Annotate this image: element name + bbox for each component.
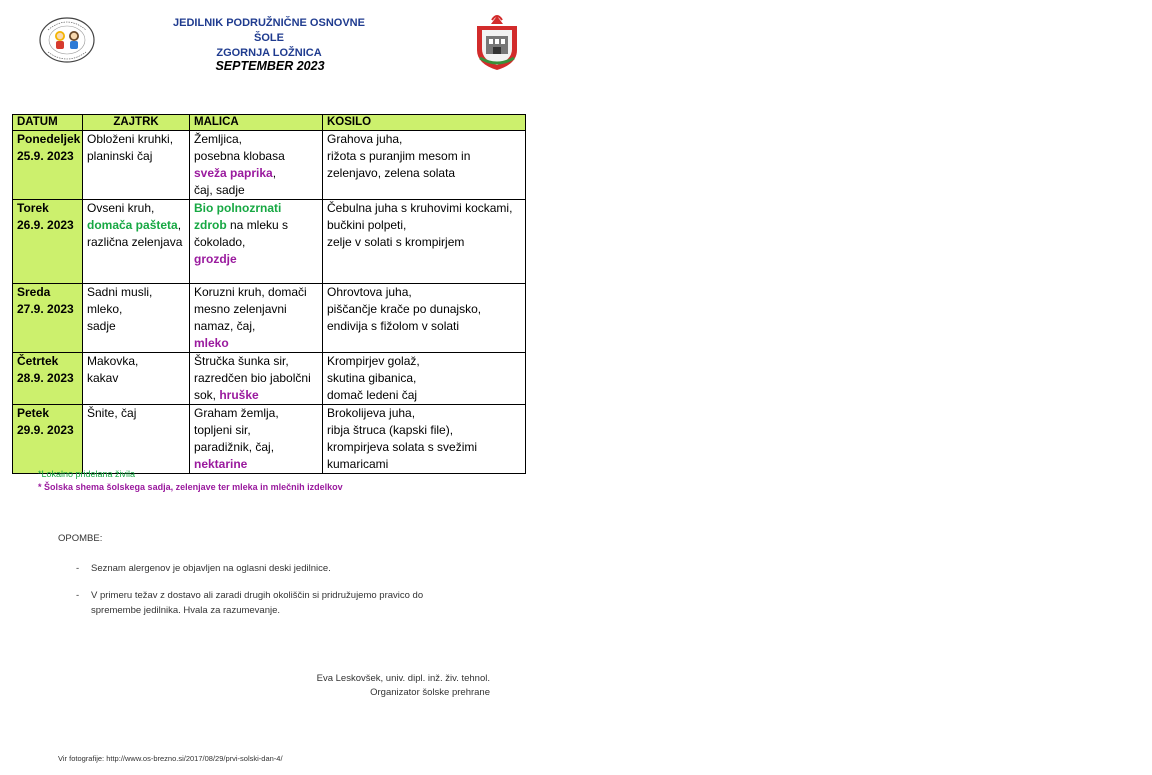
text-line [87,217,185,234]
text-line: skutina gibanica, [327,371,417,385]
scheme-item: hruške [219,388,259,402]
menu-table [12,114,526,474]
note-text: Seznam alergenov je objavljen na oglasni deski jedilnice. [91,563,331,574]
comma: , [177,218,182,232]
table-row [13,284,526,353]
text-line: Obloženi kruhki, [87,132,174,146]
text-line: Ovseni kruh, [87,201,155,215]
text-line: mesno zelenjavni [194,302,287,316]
malica-cell [190,353,323,405]
text-line: zelje v solati s krompirjem [327,235,465,249]
text-line: Koruzni kruh, domači [194,285,307,299]
text-line [194,387,318,404]
table-header-row [13,115,526,131]
day-name: Četrtek [17,354,59,368]
table-row [13,131,526,200]
kosilo-cell [323,131,526,200]
zajtrk-cell [83,200,190,284]
scheme-item: sveža paprika [194,166,273,180]
text-line: Štručka šunka sir, [194,354,289,368]
legend-scheme: * Šolska shema šolskega sadja, zelenjave ter mleka in mlečnih izdelkov [38,482,343,492]
malica-cell [190,200,323,284]
zajtrk-cell [83,131,190,200]
header-kosilo: KOSILO [323,115,526,131]
text-line: rižota s puranjim mesom in [327,149,471,163]
text-line: razredčen bio jabolčni [194,371,311,385]
menu-title [160,16,378,61]
text-rest: na mleku s [226,218,289,232]
day-date: 26.9. 2023 [17,218,74,232]
dash: - [76,590,80,601]
text-line: Šnite, čaj [87,406,137,420]
zajtrk-cell [83,405,190,474]
header-malica: MALICA [190,115,323,131]
title-line-2: ZGORNJA LOŽNICA [216,47,322,59]
signature-name: Eva Leskovšek, univ. dipl. inž. živ. tehnol. [316,673,490,684]
text-line [194,165,318,182]
text-line: čaj, sadje [194,183,245,197]
text-line: Čebulna juha s kruhovimi kockami, [327,201,513,215]
text-line: Sadni musli, [87,285,153,299]
text-line: endivija s fižolom v solati [327,319,460,333]
text-line: Žemljica, [194,132,243,146]
text-line: Graham žemlja, [194,406,279,420]
local-item: Bio polnozrnati [194,201,282,215]
school-logo [38,16,96,64]
header-zajtrk: ZAJTRK [83,115,190,131]
text-line: piščančje krače po dunajsko, [327,302,482,316]
scheme-item: mleko [194,336,229,350]
table-row [13,405,526,474]
text-line: krompirjeva solata s svežimi [327,440,478,454]
text-line: kumaricami [327,457,389,471]
text-line: topljeni sir, [194,423,251,437]
date-cell [13,284,83,353]
zajtrk-cell [83,284,190,353]
text-line: Krompirjev golaž, [327,354,420,368]
text-line: paradižnik, čaj, [194,440,275,454]
day-date: 25.9. 2023 [17,149,74,163]
malica-cell [190,284,323,353]
date-cell [13,131,83,200]
date-cell [13,200,83,284]
legend-local: *Lokalno pridelana živila [38,469,136,479]
notes-title: OPOMBE: [58,533,103,544]
text-line: mleko, [87,302,123,316]
scheme-item: grozdje [194,252,237,266]
text-line: Grahova juha, [327,132,403,146]
text-line: Ohrovtova juha, [327,285,412,299]
day-name: Ponedeljek [17,132,81,146]
text-line: bučkini polpeti, [327,218,407,232]
text-line: ribja štruca (kapski file), [327,423,454,437]
text-line: domač ledeni čaj [327,388,418,402]
text-line: različna zelenjava [87,235,183,249]
kosilo-cell [323,284,526,353]
signature-role: Organizator šolske prehrane [370,687,490,698]
malica-cell [190,131,323,200]
malica-cell [190,405,323,474]
municipality-crest [472,14,522,72]
zajtrk-cell [83,353,190,405]
text-line: sadje [87,319,116,333]
date-cell [13,353,83,405]
date-cell [13,405,83,474]
table-row [13,200,526,284]
day-date: 28.9. 2023 [17,371,74,385]
note-text: V primeru težav z dostavo ali zaradi drugih okoliščin si pridružujemo pravico do [91,590,424,601]
text-line: planinski čaj [87,149,153,163]
photo-source: Vir fotografije: http://www.os-brezno.si/2017/08/29/prvi-solski-dan-4/ [58,754,283,763]
text-line: čokolado, [194,235,246,249]
table-row [13,353,526,405]
kosilo-cell [323,405,526,474]
text-line: posebna klobasa [194,149,285,163]
day-date: 27.9. 2023 [17,302,74,316]
text-start: sok, [194,388,220,402]
kosilo-cell [323,353,526,405]
comma: , [272,166,277,180]
text-line: namaz, čaj, [194,319,256,333]
text-line: Makovka, [87,354,139,368]
title-line-1: JEDILNIK PODRUŽNIČNE OSNOVNE ŠOLE [173,17,365,44]
header-datum: DATUM [13,115,83,131]
text-line: kakav [87,371,119,385]
menu-month: SEPTEMBER 2023 [215,59,325,73]
note-text: spremembe jedilnika. Hvala za razumevanje. [91,605,281,616]
day-name: Petek [17,406,50,420]
day-name: Sreda [17,285,51,299]
local-item: zdrob [194,218,227,232]
day-name: Torek [17,201,49,215]
scheme-item: nektarine [194,457,248,471]
text-line [194,217,318,234]
text-line: Brokolijeva juha, [327,406,416,420]
dash: - [76,563,80,574]
kosilo-cell [323,200,526,284]
text-line: zelenjavo, zelena solata [327,166,456,180]
day-date: 29.9. 2023 [17,423,74,437]
local-item: domača pašteta [87,218,178,232]
